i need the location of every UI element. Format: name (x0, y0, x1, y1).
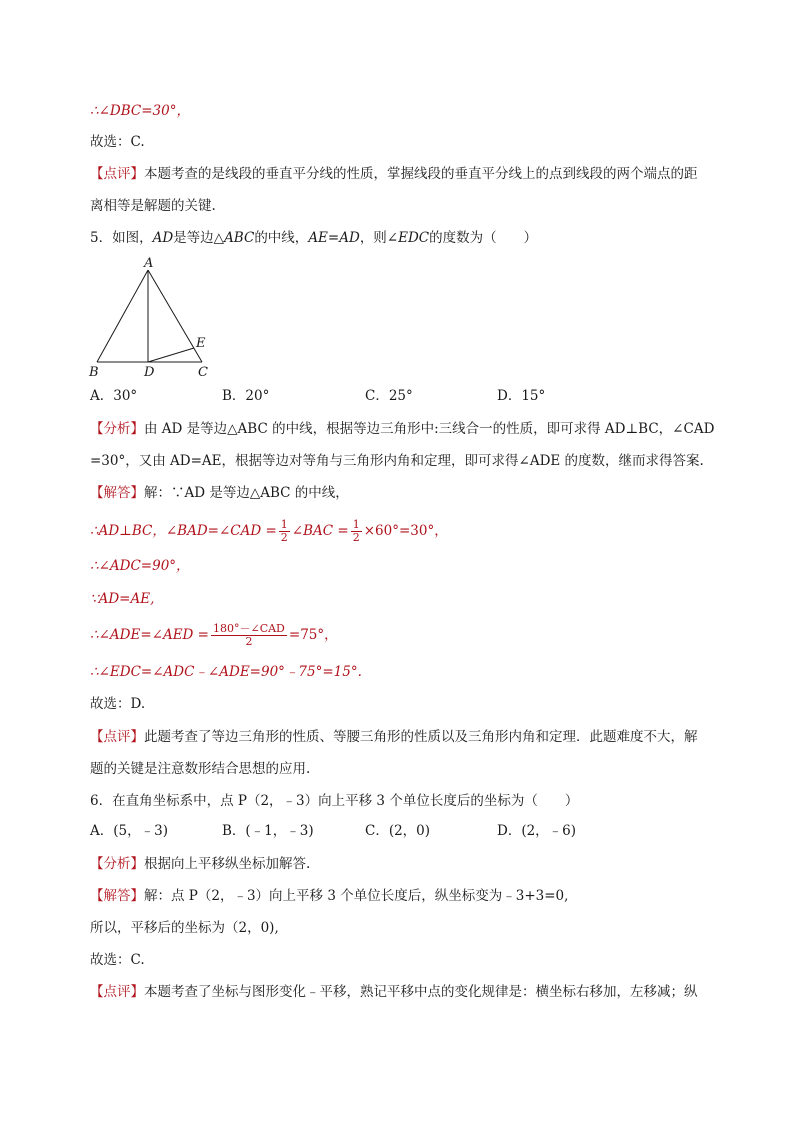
q5-option-d: D．15° (497, 388, 546, 404)
comment-tag: 【点评】 (90, 166, 144, 182)
label-d: D (144, 365, 155, 380)
label-a: A (144, 256, 154, 271)
label-b: B (89, 365, 99, 380)
comment-text: 本题考查的是线段的垂直平分线的性质，掌握线段的垂直平分线上的点到线段的两个端点的距 (144, 166, 698, 182)
fraction-half: $\frac{1}{2}$ (352, 518, 360, 544)
q6-comment-1: 【点评】本题考查了坐标与图形变化﹣平移，熟记平移中点的变化规律是：横坐标右移加，左移减；纵 (90, 984, 698, 1000)
q5-option-c: C．25° (365, 388, 413, 404)
fraction-half: $\frac{1}{2}$ (280, 518, 288, 544)
q6-option-b: B．(﹣1，﹣3) (222, 823, 314, 839)
q6-stem: 6．在直角坐标系中，点 P（2，﹣3）向上平移 3 个单位长度后的坐标为（ ） (90, 793, 579, 809)
q5-analysis-2: =30°，又由 AD=AE，根据等边对等角与三角形内角和定理，即可求得∠ADE 的度数，继而求得答案. (90, 453, 704, 469)
q6-option-d: D．(2，﹣6) (497, 823, 577, 839)
q5-comment-1: 【点评】此题考查了等边三角形的性质、等腰三角形的性质以及三角形内角和定理．此题难度不大，解 (90, 729, 698, 745)
label-c: C (198, 365, 208, 380)
q6-analysis: 【分析】根据向上平移纵坐标加解答. (90, 856, 311, 872)
q6-choice: 故选：C. (90, 952, 145, 968)
q5-option-a: A．30° (90, 388, 138, 404)
q5-step-2: ∴∠ADC=90°， (90, 558, 190, 574)
q6-solution-2: 所以，平移后的坐标为（2，0), (90, 920, 279, 936)
triangle-figure (84, 252, 224, 382)
side-ab (97, 270, 148, 362)
q5-step-3: ∵AD=AE, (90, 591, 155, 607)
q5-step-4: ∴∠ADE=∠AED = $\frac{\text{180°－∠CAD}}{2}$ =75°， (90, 622, 338, 648)
segment-de (148, 348, 194, 362)
q5-comment-2: 题的关键是注意数形结合思想的应用. (90, 761, 311, 777)
q5-solution-head: 【解答】解：∵AD 是等边△ABC 的中线， (90, 485, 349, 501)
fraction-angle: $\frac{\text{180°－∠CAD}}{2}$ (212, 622, 285, 648)
prev-comment-1 (90, 164, 698, 184)
q5-stem: 5．如图，AD是等边△ABC的中线，AE=AD，则∠EDC的度数为（ ） (90, 230, 538, 246)
prev-comment-2: 离相等是解题的关键. (90, 198, 216, 214)
q5-analysis-1: 【分析】由 AD 是等边△ABC 的中线，根据等边三角形中:三线合一的性质，即可求得 AD⊥BC，∠CAD (90, 421, 715, 437)
q5-choice: 故选：D. (90, 696, 146, 712)
prev-conclusion: ∴∠DBC=30°， (90, 103, 190, 119)
q6-solution-1: 【解答】解：点 P（2，﹣3）向上平移 3 个单位长度后，纵坐标变为﹣3+3=0, (90, 888, 569, 904)
q6-option-a: A．(5，﹣3) (90, 823, 168, 839)
q5-step-5: ∴∠EDC=∠ADC﹣∠ADE=90°﹣75°=15°. (90, 664, 362, 680)
q5-option-b: B．20° (222, 388, 270, 404)
prev-choice: 故选：C. (90, 134, 145, 150)
label-e: E (196, 336, 206, 351)
q5-step-1: ∴AD⊥BC，∠BAD=∠CAD = $\frac{1}{2}$ ∠BAC = $\frac{1}{2}$ ×60°=30°， (90, 518, 448, 544)
q6-option-c: C．(2，0) (365, 823, 431, 839)
